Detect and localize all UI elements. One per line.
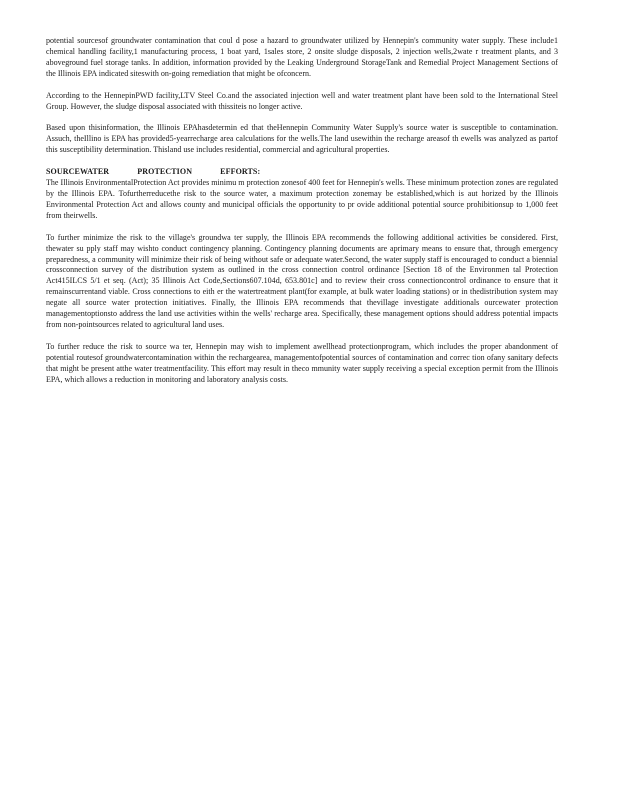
section-heading-protection-efforts: SOURCEWATER PROTECTION EFFORTS: xyxy=(46,167,261,177)
document-page xyxy=(46,36,558,396)
paragraph-protection-zones: The Illinois EnvironmentalProtection Act provides minimu m protection zonesof 400 feet for Hennepin's wells. These minimum protection zones are regulated by the Illinois EPA. Tofurtherreducethe risk to the source water, a maximum protection zonemay be established,which is aut horized by the Illinois Environmental Protection Act and allows county and municipal officials the opportunity to pr ovide additional potential source prohibitionsup to 1,000 feet from theirwells. xyxy=(46,178,558,220)
paragraph-pwd-facility: According to the HennepinPWD facility,LTV Steel Co.and the associated injection well and water treatment plant have been sold to the International Steel Group. However, the sludge disposal associated with thissiteis no longer active. xyxy=(46,90,558,111)
paragraph-epa-recommendations: To further minimize the risk to the village's groundwa ter supply, the Illinois EPA recommends the following additional activities be considered. First, thewater su pply staff may wishto conduct contingency planning. Contingency planning documents are aprimary means to ensure that, through emergency preparedness, a community will minimize their risk of being without safe or adequate water.Second, the water supply staff is encouraged to conduct a biennial crossconnection survey of the distribution system as outlined in the cross connection control ordinance [Section 18 of the Environmen tal Protection Act415ILCS 5/1 et seq. (Act); 35 Illinois Act Code,Sections607.104d, 653.801c] and to review their cross connectioncontrol ordinance to ensure that it remainscurrentand viable. Cross connections to eith er the watertreatment plant(for example, at bulk water loading stations) or in thedistribution system may negate all source water protection initiatives. Finally, the Illinois EPA recommends that thevillage investigate additionals ourcewater protection managementoptionsto address the land use activities within the wells' recharge area. Specifically, these management options should address potential impacts from non-pointsources related to agricultural land uses. xyxy=(46,232,558,329)
paragraph-wellhead-program: To further reduce the risk to source wa ter, Hennepin may wish to implement awellhead protectionprogram, which includes the proper abandonment of potential routesof groundwatercontamination within the rechargearea, managementofpotential sources of contamination and correc tion ofany sanitary defects that might be present atthe water treatmentfacility. This effort may result in theco mmunity water supply receiving a special exception permit from the Illinois EPA, which allows a reduction in monitoring and laboratory analysis costs. xyxy=(46,341,558,384)
paragraph-susceptibility: Based upon thisinformation, the Illinois EPAhasdetermin ed that theHennepin Community Water Supply's source water is susceptible to contamination. Assuch, theIllino is EPA has provided5-yearrecharge area calculations for the wells.The land usewithin the recharge areasof th ewells was analyzed as partof this susceptibility determination. Thisland use includes residential, commercial and agricultural properties. xyxy=(46,123,558,155)
paragraph-contamination-sources: potential sourcesof groundwater contamination that coul d pose a hazard to groundwater utilized by Hennepin's community water supply. These include1 chemical handling facility,1 manufacturing process, 1 boat yard, 1sales store, 2 onsite sludge disposals, 2 injection wells,2wate r treatment plants, and 3 aboveground fuel storage tanks. In addition, information provided by the Leaking Underground StorageTank and Remedial Project Management Sections of the Illinois EPA indicated siteswith on-going remediation that might be ofconcern. xyxy=(46,36,558,78)
